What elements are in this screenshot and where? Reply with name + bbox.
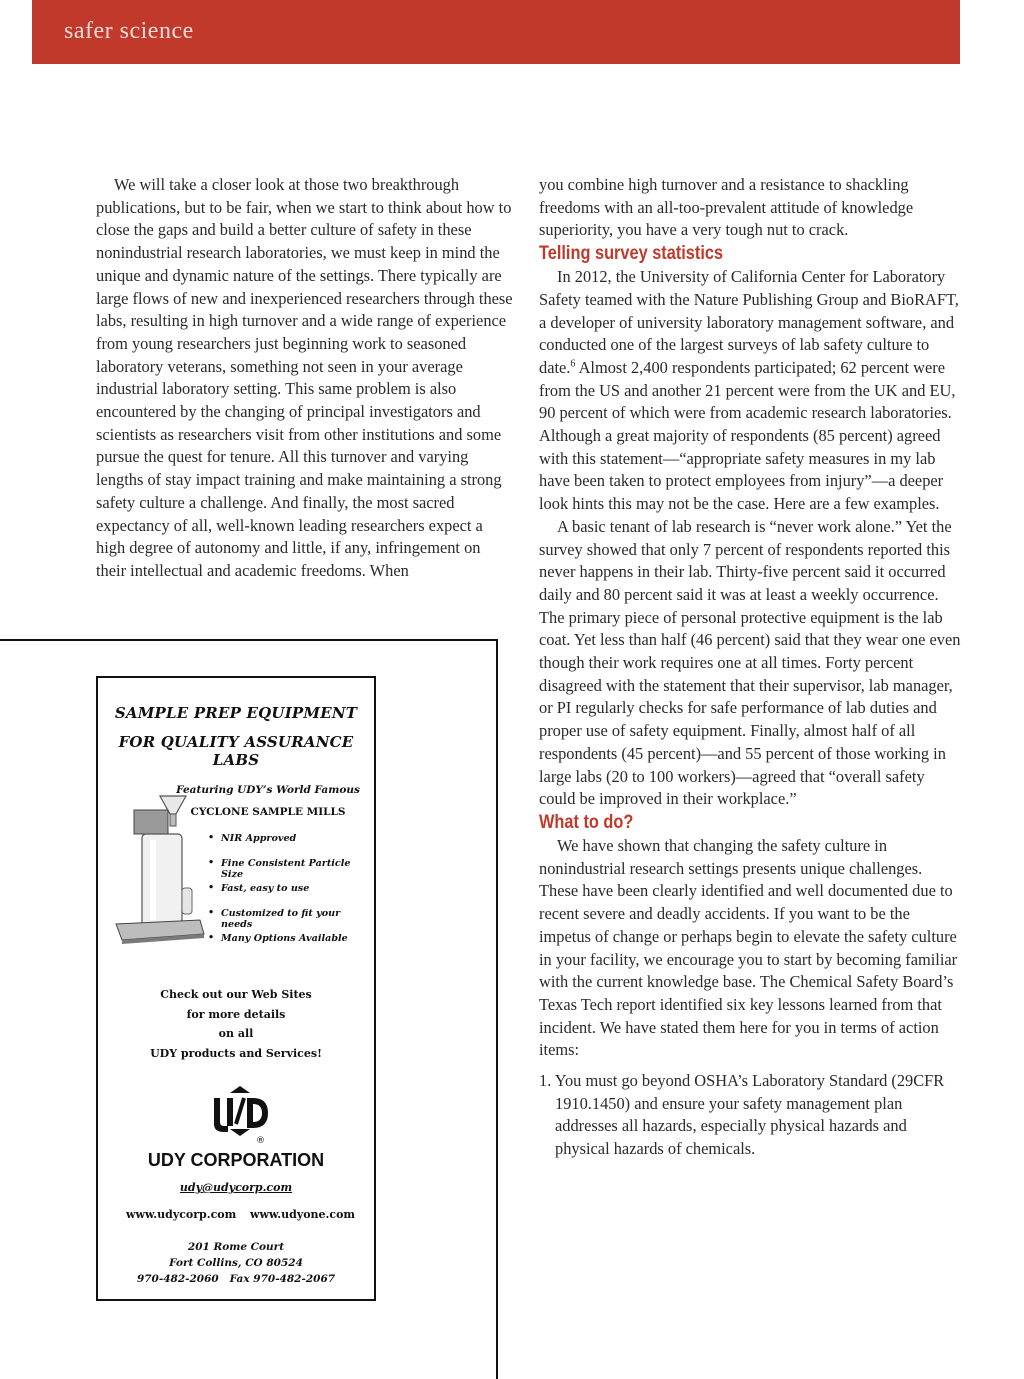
ad-cta-line: for more details xyxy=(186,1007,286,1021)
ad-cta-line: UDY products and Services! xyxy=(150,1046,322,1060)
ad-address-line: 201 Rome Court xyxy=(187,1241,285,1253)
udy-advertisement xyxy=(96,676,376,1301)
registered-mark: ® xyxy=(256,1136,265,1144)
list-item: • Fine Consistent Particle Size xyxy=(208,858,374,883)
ad-call-to-action xyxy=(98,985,374,1063)
article-left-column xyxy=(96,174,513,583)
ad-phone-line: 970-482-2060 Fax 970-482-2067 xyxy=(136,1273,336,1285)
action-item: 1. You must go beyond OSHA’s Laboratory Standard (29CFR 1910.1450) and ensure your safety management plan addresses all hazards, especially physical hazards and physical hazards of chemicals. xyxy=(539,1071,945,1159)
section-banner xyxy=(32,0,960,64)
ad-feature-list xyxy=(208,833,374,958)
ad-website-link[interactable]: www.udycorp.com xyxy=(126,1208,237,1221)
udy-logo-icon xyxy=(210,1084,270,1144)
article-right-column xyxy=(539,174,964,1161)
list-item: • Many Options Available xyxy=(208,933,374,958)
section-heading: What to do? xyxy=(539,811,634,833)
ad-address-line: Fort Collins, CO 80524 xyxy=(169,1257,303,1269)
paragraph: We have shown that changing the safety culture in nonindustrial research settings presents unique challenges. These have been clearly identified and well documented due to recent severe and deadly accidents. If you want to be the impetus of change or perhaps begin to elevate the safety culture in your facility, we encourage you to start by becoming familiar with the current knowledge base. The Chemical Safety Board’s Texas Tech report identified six key lessons learned from that incident. We have stated them here for you in terms of action items: xyxy=(539,835,958,1060)
paragraph-text: In 2012, the University of California Center for Laboratory Safety teamed with the Nature Publishing Group and BioRAFT, a developer of university laboratory management software, and conducted one of the largest surveys of lab safety culture to date. xyxy=(539,267,959,377)
ad-featuring: Featuring UDY’s World Famous xyxy=(176,784,360,796)
list-item: • Fast, easy to use xyxy=(208,883,374,908)
ad-email-link[interactable]: udy@udycorp.com xyxy=(179,1181,293,1194)
sample-mill-image xyxy=(112,788,207,948)
ad-website-link[interactable]: www.udyone.com xyxy=(250,1208,356,1221)
ad-product-name: CYCLONE SAMPLE MILLS xyxy=(190,806,346,818)
paragraph: We will take a closer look at those two breakthrough publications, but to be fair, when we start to think about how to close the gaps and build a better culture of safety in these nonindustrial research laboratories, we must keep in mind the unique and dynamic nature of the settings. There typically are large flows of new and inexperienced researchers through these labs, resulting in high turnover and a wide range of experience from young researchers just beginning work to seasoned laboratory veterans, something not seen in your average industrial laboratory setting. This same problem is also encountered by the changing of principal investigators and scientists as researchers visit from other institutions and some pursue the quest for tenure. All this turnover and varying lengths of stay impact training and make maintaining a strong safety culture a challenge. And finally, the most sacred expectancy of all, well-known leading researchers expect a high degree of autonomy and little, if any, infringement on their intellectual and academic freedoms. When xyxy=(96,175,513,580)
paragraph: you combine high turnover and a resistance to shackling freedoms with an all-too-prevalent attitude of knowledge superiority, you have a very tough nut to crack. xyxy=(539,175,914,240)
ad-headline: FOR QUALITY ASSURANCE LABS xyxy=(118,733,354,769)
list-item: • NIR Approved xyxy=(208,833,374,858)
footnote-reference: 6 xyxy=(570,358,576,370)
ad-address xyxy=(98,1239,374,1287)
section-heading: Telling survey statistics xyxy=(539,243,724,265)
paragraph-text: Almost 2,400 respondents participated; 62 percent were from the US and another 21 percent were from the UK and EU, 90 percent of which were from academic research laboratories. Although a great majority of respondents (85 percent) agreed with this statement—“appropriate safety measures in my lab have been taken to protect employees from injury”—a deeper look hints this may not be the case. Here are a few examples. xyxy=(539,357,956,514)
list-item: • Customized to fit your needs xyxy=(208,908,374,933)
paragraph: A basic tenant of lab research is “never work alone.” Yet the survey showed that only 7 percent of respondents reported this never happens in their lab. Thirty-five percent said it occurred daily and 80 percent said it was at least a weekly occurrence. The primary piece of personal protective equipment is the lab coat. Yet less than half (46 percent) said that they wear one even though their work requires one at all times. Forty percent disagreed with the statement that their supervisor, lab manager, or PI regularly checks for safe performance of lab duties and proper use of safety equipment. Finally, almost half of all respondents (45 percent)—and 55 percent of those working in large labs (20 to 100 workers)—agreed that “overall safety could be improved in their workplace.” xyxy=(539,516,961,809)
paragraph xyxy=(539,266,964,516)
ad-company-name: UDY CORPORATION xyxy=(147,1150,325,1170)
ad-cta-line: on all xyxy=(218,1027,254,1040)
ad-headline: SAMPLE PREP EQUIPMENT xyxy=(114,704,358,722)
ad-cta-line: Check out our Web Sites xyxy=(160,988,312,1001)
section-title: safer science xyxy=(64,18,194,44)
